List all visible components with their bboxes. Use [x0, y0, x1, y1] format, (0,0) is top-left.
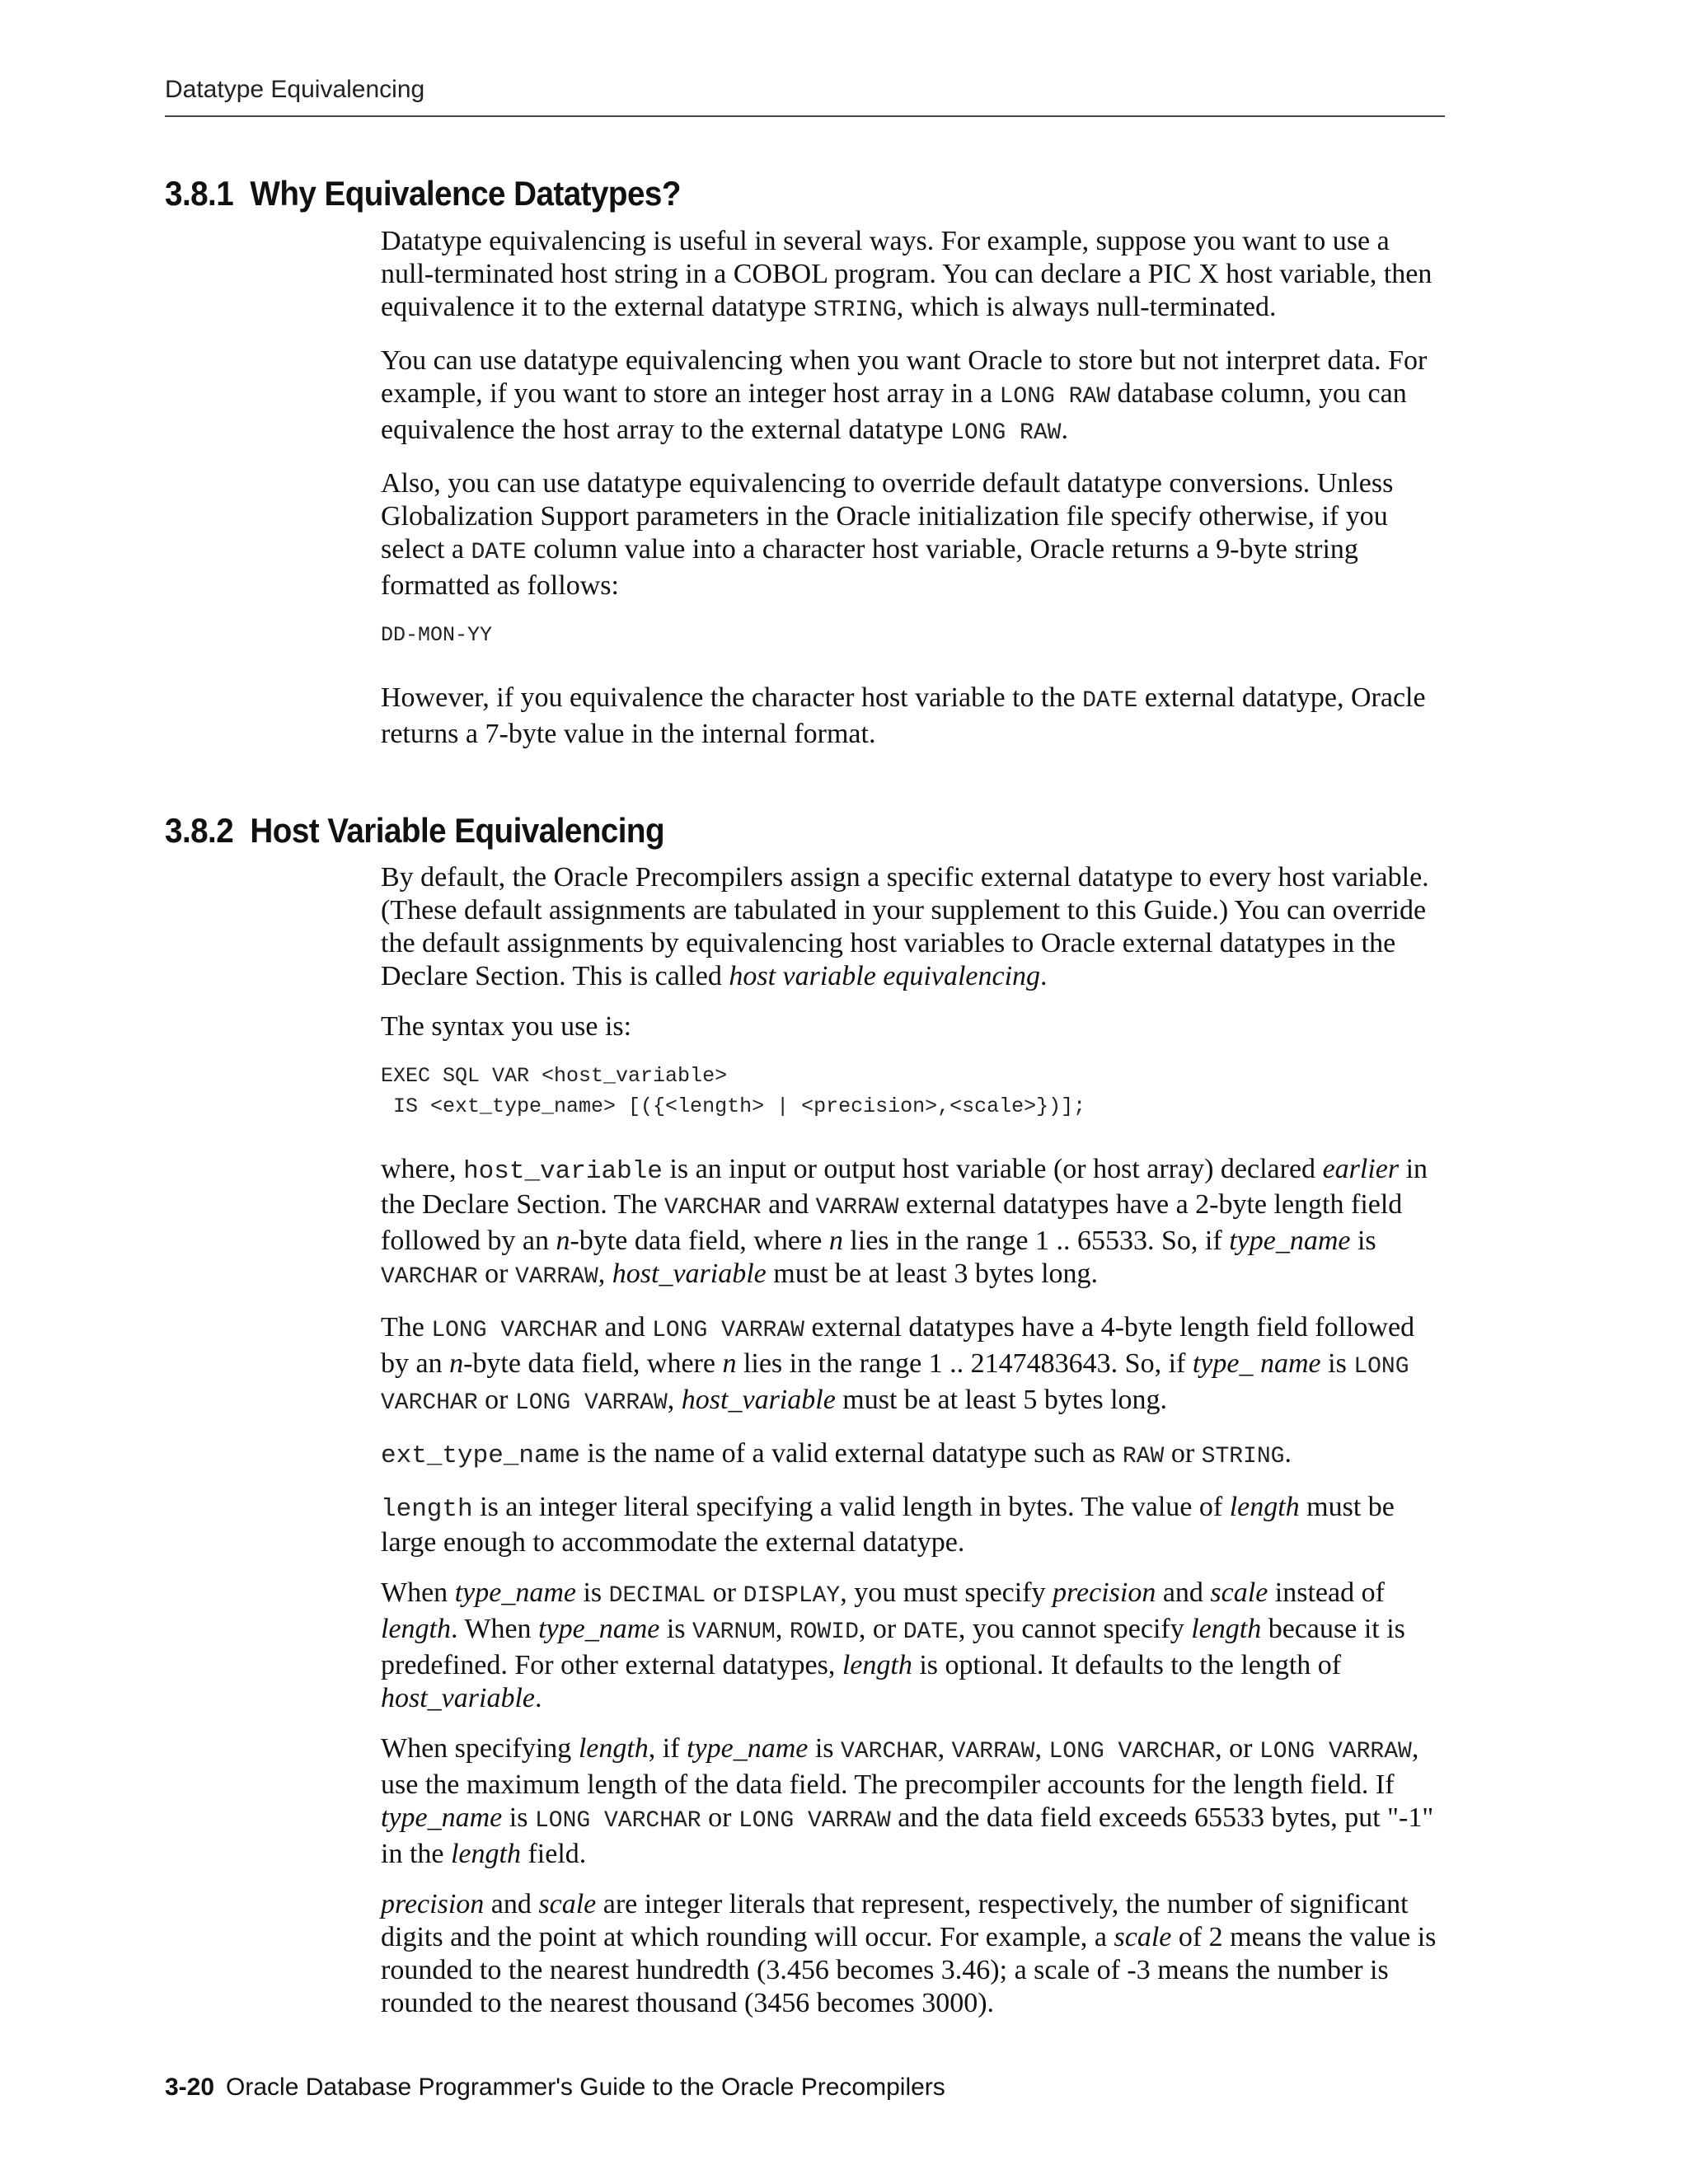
paragraph-6: The syntax you use is: [381, 1011, 632, 1042]
running-header: Datatype Equivalencing [165, 76, 425, 103]
paragraph-8: The LONG VARCHAR and LONG VARRAW external datatypes have a 4-byte length field followed by an n-byte data field, where n lies in the range 1 .. 2147483643. So, if type_ name is LONG VARCHAR or LONG VARRAW, host_variable must be at least 5 bytes long. [381, 1312, 1415, 1416]
paragraph-13: precision and scale are integer literals that represent, respectively, the number of significant digits and the point at which rounding will occur. For example, a scale of 2 means the value is rounded to the nearest hundredth (3.456 becomes 3.46); a scale of -3 means the number is rounded to the nearest thousand (3456 becomes 3000). [381, 1889, 1437, 2018]
paragraph-7: where, host_variable is an input or output host variable (or host array) declared earlier in the Declare Section. The VARCHAR and VARRAW external datatypes have a 2-byte length field followed by an n-byte data field, where n lies in the range 1 .. 65533. So, if type_name is VARCHAR or VARRAW, host_variable must be at least 3 bytes long. [381, 1154, 1428, 1290]
header-rule [165, 115, 1445, 117]
paragraph-9: ext_type_name is the name of a valid external datatype such as RAW or STRING. [381, 1438, 1292, 1470]
section-title: Host Variable Equivalencing [250, 811, 665, 850]
paragraph-5: By default, the Oracle Precompilers assign a specific external datatype to every host variable. (These default assignments are tabulated in your supplement to this Guide.) You can override the default assignments by equivalencing host variables to Oracle external datatypes in the Declare Section. This is called host variable equivalencing. [381, 862, 1429, 991]
paragraph-1: Datatype equivalencing is useful in several ways. For example, suppose you want to use a null-terminated host string in a COBOL program. You can declare a PIC X host variable, then equivalence it to the external datatype STRING, which is always null-terminated. [381, 226, 1432, 323]
page-footer [165, 2074, 945, 2102]
code-line: IS <ext_type_name> [({<length> | <precision>,<scale>})]; [381, 1094, 1086, 1118]
section-title: Why Equivalence Datatypes? [250, 174, 681, 213]
paragraph-10: length is an integer literal specifying a valid length in bytes. The value of length must be large enough to accommodate the external datatype. [381, 1492, 1395, 1558]
section-3-8-2-body [381, 861, 1444, 2037]
paragraph-11: When type_name is DECIMAL or DISPLAY, you must specify precision and scale instead of length. When type_name is VARNUM, ROWID, or DATE, you cannot specify length because it is predefined. For other external datatypes, length is optional. It defaults to the length of host_variable. [381, 1577, 1405, 1713]
section-3-8-1-body [381, 225, 1444, 768]
code-date-format: DD-MON-YY [381, 623, 493, 647]
paragraph-4: However, if you equivalence the character host variable to the DATE external datatype, Oracle returns a 7-byte value in the internal format. [381, 682, 1426, 749]
paragraph-2: You can use datatype equivalencing when you want Oracle to store but not interpret data. For example, if you want to store an integer host array in a LONG RAW database column, you can equivalence the host array to the external datatype LONG RAW. [381, 345, 1428, 446]
page-number: 3-20 [165, 2074, 215, 2101]
section-number: 3.8.1 [165, 174, 234, 213]
section-heading-3-8-2 [165, 811, 664, 851]
code-syntax [381, 1061, 1444, 1122]
section-heading-3-8-1 [165, 174, 681, 213]
code-line: EXEC SQL VAR <host_variable> [381, 1064, 728, 1088]
paragraph-12: When specifying length, if type_name is VARCHAR, VARRAW, LONG VARCHAR, or LONG VARRAW, use the maximum length of the data field. The precompiler accounts for the length field. If type_name is LONG VARCHAR or LONG VARRAW and the data field exceeds 65533 bytes, put "-1" in the length field. [381, 1733, 1434, 1869]
book-title: Oracle Database Programmer's Guide to the Oracle Precompilers [226, 2074, 945, 2101]
paragraph-3: Also, you can use datatype equivalencing to override default datatype conversions. Unless Globalization Support parameters in the Oracle initialization file specify otherwise, if you select a DATE column value into a character host variable, Oracle returns a 9-byte string formatted as follows: [381, 468, 1394, 601]
section-number: 3.8.2 [165, 811, 234, 850]
